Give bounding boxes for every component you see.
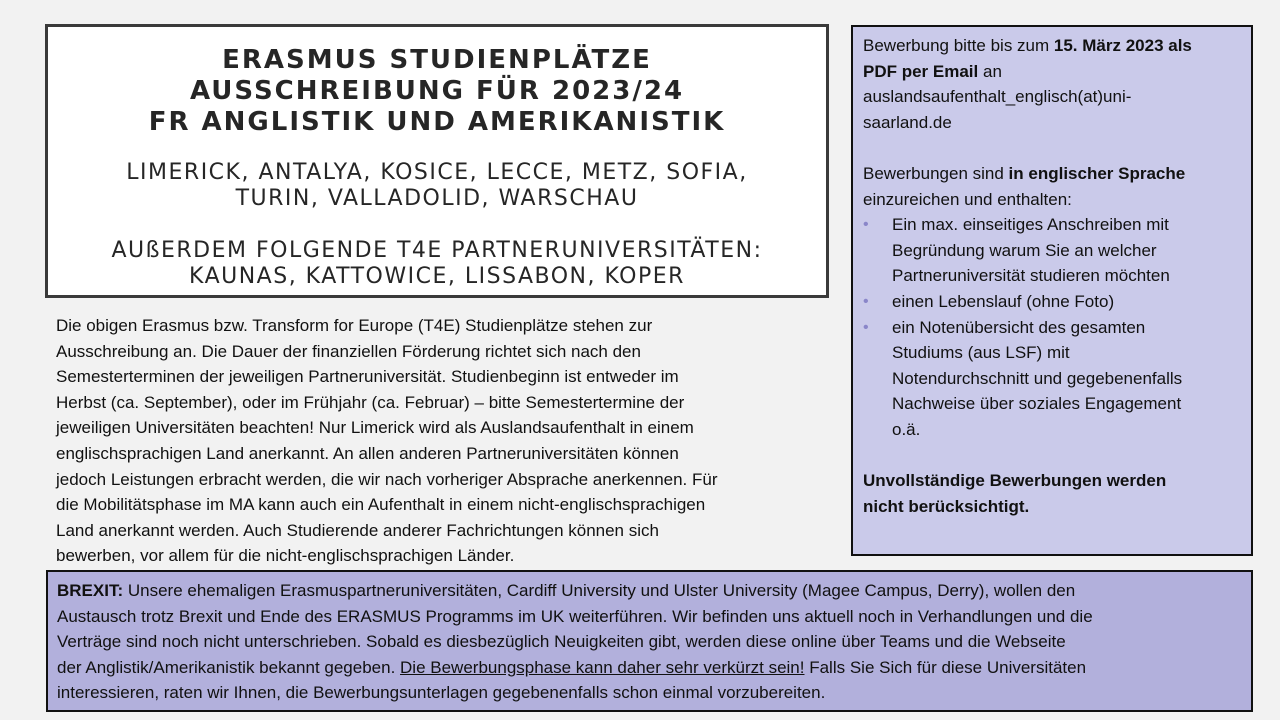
deadline-date: 15. März 2023 als [1053, 36, 1192, 55]
format-suffix: an [978, 61, 1002, 81]
bullet-icon: • [863, 216, 869, 234]
warning-text-1: Unvollständige Bewerbungen werden [863, 471, 1167, 491]
cities-line-2: TURIN, VALLADOLID, WARSCHAU [235, 186, 639, 211]
brexit-line-4 [57, 655, 1242, 681]
brexit-line-5: interessieren, raten wir Ihnen, die Bewerbungsunterlagen gegebenenfalls schon einmal vorzubereiten. [57, 683, 826, 703]
list-item [863, 289, 1241, 315]
body-line: Semesterterminen der jeweiligen Partneruniversität. Studienbeginn ist entweder im [56, 367, 679, 387]
deadline-prefix: Bewerbung bitte bis zum [863, 36, 1054, 55]
language-prefix: Bewerbungen sind [863, 163, 1009, 183]
warning-text-2: nicht berücksichtigt. [863, 496, 1030, 516]
email-line-1: auslandsaufenthalt_englisch(at)uni- [863, 87, 1132, 107]
format-pdf-email: PDF per Email [863, 61, 979, 81]
list-item-line: ein Notenübersicht des gesamten [892, 317, 1146, 337]
warning-line-1 [863, 468, 1241, 494]
body-line: jedoch Leistungen erbracht werden, die wir nach vorheriger Absprache anerkennen. Für [56, 469, 718, 489]
body-line: englischsprachigen Land anerkannt. An allen anderen Partneruniversitäten können [56, 443, 679, 463]
description-text [56, 313, 826, 569]
spacer [863, 135, 1241, 161]
language-line [863, 161, 1241, 187]
body-line: Ausschreibung an. Die Dauer der finanziellen Förderung richtet sich nach den [56, 341, 641, 361]
bullet-icon: • [863, 292, 869, 310]
extra-line-2: KAUNAS, KATTOWICE, LISSABON, KOPER [189, 264, 685, 289]
brexit-text-1: Unsere ehemaligen Erasmuspartneruniversitäten, Cardiff University und Ulster University (Magee Campus, Derry), wollen den [123, 581, 1076, 600]
title-box [45, 24, 829, 298]
deadline-line [863, 33, 1241, 59]
brexit-label: BREXIT: [57, 581, 124, 600]
format-line [863, 59, 1241, 85]
application-info-box [851, 25, 1253, 556]
list-item-line: Nachweise über soziales Engagement [892, 394, 1182, 414]
list-item-line: Begründung warum Sie an welcher [892, 240, 1157, 260]
warning-line-2 [863, 494, 1241, 520]
body-line: bewerben, vor allem für die nicht-englischsprachigen Länder. [56, 546, 515, 566]
body-line: Herbst (ca. September), oder im Frühjahr (ca. Februar) – bitte Semestertermine der [56, 392, 685, 412]
title-line-3: FR ANGLISTIK UND AMERIKANISTIK [148, 107, 726, 137]
brexit-line-3: Verträge sind noch nicht unterschrieben. Sobald es diesbezüglich Neuigkeiten gibt, werden diese online über Teams und die Webseite [57, 632, 1066, 652]
title-line-2: AUSSCHREIBUNG FÜR 2023/24 [189, 76, 685, 106]
list-item-line: Notendurchschnitt und gegebenenfalls [892, 368, 1183, 388]
brexit-text-4-post: Falls Sie Sich für diese Universitäten [804, 657, 1087, 677]
page-title [48, 45, 826, 138]
contents-intro: einzureichen und enthalten: [863, 189, 1072, 209]
body-line: Land anerkannt werden. Auch Studierende anderer Fachrichtungen können sich [56, 520, 659, 540]
email-line-2: saarland.de [863, 112, 952, 132]
list-item-line: Ein max. einseitiges Anschreiben mit [892, 215, 1169, 235]
list-item-line: einen Lebenslauf (ohne Foto) [892, 291, 1115, 311]
list-item-line: o.ä. [892, 419, 921, 439]
requirements-list [863, 212, 1241, 442]
language-requirement: in englischer Sprache [1008, 163, 1186, 183]
list-item-line: Partneruniversität studieren möchten [892, 266, 1170, 286]
partner-universities [48, 238, 826, 290]
brexit-emphasis: Die Bewerbungsphase kann daher sehr verkürzt sein! [400, 657, 805, 677]
list-item-line: Studiums (aus LSF) mit [892, 343, 1070, 363]
list-item [863, 315, 1241, 443]
cities-list [48, 160, 826, 212]
brexit-notice [46, 570, 1253, 712]
body-line: jeweiligen Universitäten beachten! Nur Limerick wird als Auslandsaufenthalt in einem [56, 418, 694, 438]
extra-line-1: AUßERDEM FOLGENDE T4E PARTNERUNIVERSITÄTEN: [111, 238, 763, 263]
body-line: die Mobilitätsphase im MA kann auch ein Aufenthalt in einem nicht-englischsprachigen [56, 495, 706, 515]
title-line-1: ERASMUS STUDIENPLÄTZE [222, 45, 652, 75]
list-item [863, 212, 1241, 289]
brexit-line-2: Austausch trotz Brexit und Ende des ERASMUS Programms im UK weiterführen. Wir befinden uns aktuell noch in Verhandlungen und die [57, 606, 1093, 626]
brexit-text-4-pre: der Anglistik/Amerikanistik bekannt gegeben. [57, 657, 401, 677]
brexit-line-1 [57, 578, 1242, 604]
bullet-icon: • [863, 318, 869, 336]
body-line: Die obigen Erasmus bzw. Transform for Europe (T4E) Studienplätze stehen zur [56, 316, 653, 335]
cities-line-1: LIMERICK, ANTALYA, KOSICE, LECCE, METZ, SOFIA, [126, 160, 748, 185]
spacer [863, 443, 1241, 469]
